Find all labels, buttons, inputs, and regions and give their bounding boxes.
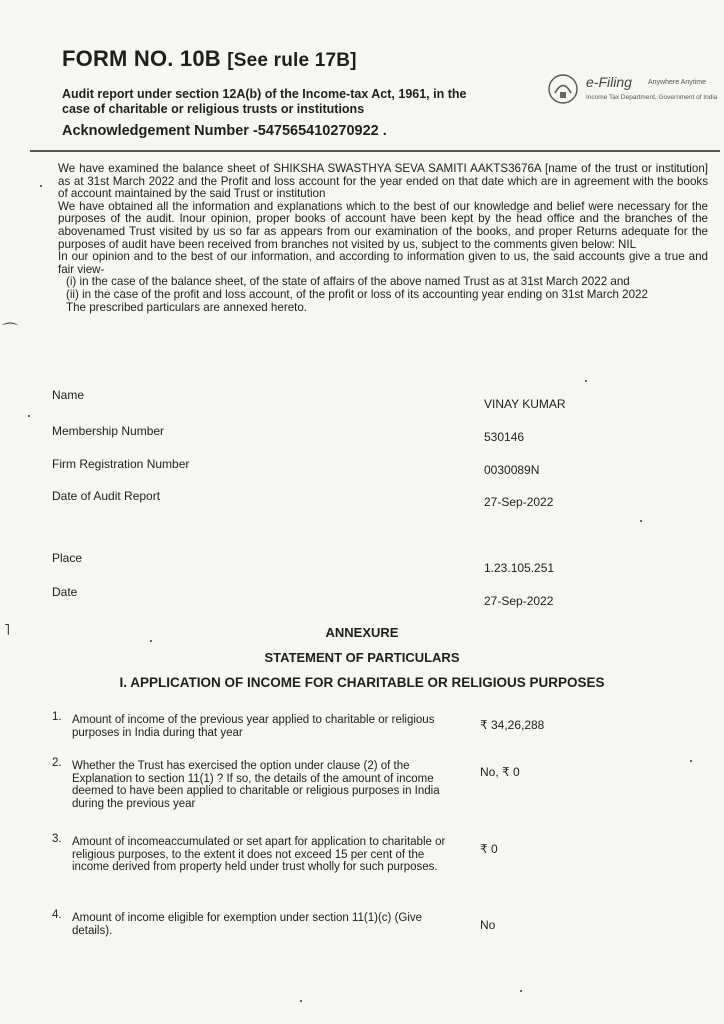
- scan-speck: [690, 760, 692, 762]
- clause-profit-loss: (ii) in the case of the profit and loss account, of the profit or loss of its accounting year ending on 31st March 2022: [66, 287, 648, 301]
- paragraph-opinion: In our opinion and to the best of our information, and according to information given to us, the said accounts give a true and fair view-: [58, 250, 708, 276]
- item-text: Amount of incomeaccumulated or set apart for application to charitable or religious purposes, to the extent it does not exceed 15 per cent of the income derived from property held under trust wholly for such purposes.: [72, 836, 446, 873]
- efiling-tagline: Anywhere Anytime: [648, 79, 706, 86]
- firm-registration-label: Firm Registration Number: [52, 457, 190, 471]
- item-value: ₹ 34,26,288: [480, 718, 545, 732]
- membership-value: 530146: [484, 430, 525, 444]
- item-text: Amount of income of the previous year applied to charitable or religious purposes in India during that year: [72, 714, 435, 739]
- item-text: Whether the Trust has exercised the option under clause (2) of the Explanation to section 11(1) ? If so, the details of the amount of income deemed to have been applied to charitable or religious purposes in India during the previous year: [72, 760, 440, 810]
- scan-speck: [40, 185, 42, 187]
- name-value: VINAY KUMAR: [484, 397, 566, 411]
- item-value: No: [480, 918, 496, 932]
- section-heading: I. APPLICATION OF INCOME FOR CHARITABLE OR RELIGIOUS PURPOSES: [119, 675, 605, 690]
- scan-speck: [150, 640, 152, 642]
- date-of-audit-value: 27-Sep-2022: [484, 495, 554, 509]
- item-value: ₹ 0: [480, 842, 498, 856]
- header-divider: [30, 150, 720, 152]
- name-label: Name: [52, 388, 85, 402]
- place-value: 1.23.105.251: [484, 561, 555, 575]
- item-text: Amount of income eligible for exemption under section 11(1)(c) (Give details).: [72, 912, 423, 937]
- statement-title: STATEMENT OF PARTICULARS: [264, 650, 460, 665]
- date-value: 27-Sep-2022: [484, 594, 554, 608]
- scan-speck: [585, 380, 587, 382]
- emblem-icon: [546, 72, 580, 106]
- item-number: 3.: [52, 833, 62, 845]
- paragraph-annexed: The prescribed particulars are annexed hereto.: [66, 300, 308, 314]
- place-label: Place: [52, 551, 83, 565]
- paragraph-information: We have obtained all the information and explanations which to the best of our knowledge and belief were necessary for the purposes of the audit. Inour opinion, proper books of account have been kept by the head office and the branches of the abovenamed Trust visited by us so far as appears from our examination of the books, and proper Returns adequate for the purposes of audit have been received from branches not visited by us, subject to the comments given below: NIL: [58, 199, 708, 251]
- form-subtitle: Audit report under section 12A(b) of the Income-tax Act, 1961, in the case of charitable or religious trusts or institutions: [62, 87, 467, 116]
- date-label: Date: [52, 585, 78, 599]
- item-number: 2.: [52, 757, 62, 769]
- rule-reference: [See rule 17B]: [227, 50, 357, 71]
- scan-speck: [520, 990, 522, 992]
- annexure-title: ANNEXURE: [325, 625, 399, 640]
- efiling-text: e-Filing: [586, 74, 632, 90]
- audit-statement: [58, 163, 708, 314]
- efiling-logo: [546, 72, 716, 112]
- scan-speck: [640, 520, 642, 522]
- scan-mark-icon: ⌒: [2, 323, 19, 340]
- date-of-audit-label: Date of Audit Report: [52, 489, 161, 503]
- scan-mark-icon: ˥: [4, 622, 11, 639]
- paragraph-examined: We have examined the balance sheet of SHIKSHA SWASTHYA SEVA SAMITI AAKTS3676A [name of the trust or institution] as at 31st March 2022 and the Profit and loss account for the year ended on that date which are in agreement with the books of account maintained by the said Trust or institution: [58, 162, 708, 201]
- item-number: 4.: [52, 909, 62, 921]
- department-name: Income Tax Department, Government of India: [586, 94, 718, 101]
- firm-registration-value: 0030089N: [484, 463, 540, 477]
- scan-speck: [300, 1000, 302, 1002]
- item-value: No, ₹ 0: [480, 765, 520, 779]
- membership-label: Membership Number: [52, 424, 165, 438]
- item-number: 1.: [52, 711, 62, 723]
- form-number: FORM NO. 10B: [62, 46, 221, 71]
- form-title: [62, 46, 357, 72]
- clause-balance-sheet: (i) in the case of the balance sheet, of the state of affairs of the above named Trust as at 31st March 2022 and: [66, 275, 630, 289]
- scan-speck: [28, 415, 30, 417]
- acknowledgement-number: Acknowledgement Number -547565410270922 .: [62, 123, 387, 139]
